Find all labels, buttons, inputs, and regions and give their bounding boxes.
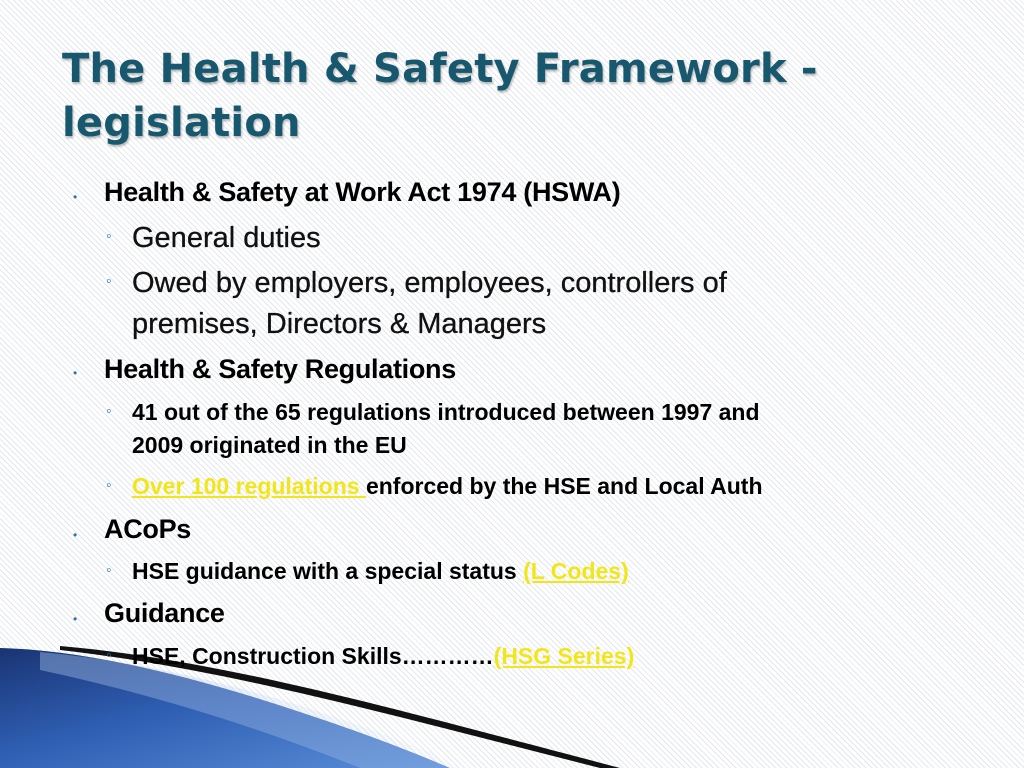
sub-bullet-marker: ◦: [106, 403, 112, 420]
sub-bullet-marker: ◦: [106, 562, 112, 579]
sub-bullet-construction-skills: [132, 643, 634, 670]
sub-bullet-marker: ◦: [106, 477, 112, 494]
bullet-marker: •: [73, 190, 78, 204]
title-line-2: legislation: [62, 100, 301, 146]
sub-bullet-marker: ◦: [106, 647, 112, 664]
sub-bullet-41-of-65-line-1: 41 out of the 65 regulations introduced between 1997 and: [132, 399, 760, 425]
sub-bullet-marker: ◦: [106, 228, 112, 245]
over-100-rest-text: enforced by the HSE and Local Auth: [365, 473, 763, 499]
bullet-hswa: Health & Safety at Work Act 1974 (HSWA): [104, 177, 621, 207]
hse-guidance-text: HSE guidance with a special status: [132, 558, 524, 584]
bullet-acops: ACoPs: [104, 514, 192, 544]
sub-bullet-owed-by-line-2: premises, Directors & Managers: [132, 308, 547, 340]
sub-bullet-marker: ◦: [106, 273, 112, 290]
slide-title: [62, 42, 962, 150]
bullet-guidance: Guidance: [104, 598, 225, 628]
sub-bullet-over-100: [132, 473, 763, 500]
over-100-regulations-link[interactable]: Over 100 regulations: [132, 473, 366, 499]
sub-bullet-general-duties: General duties: [132, 222, 321, 254]
title-line-1: The Health & Safety Framework -: [62, 46, 818, 92]
sub-bullet-hse-guidance: [132, 558, 629, 585]
l-codes-link[interactable]: (L Codes): [523, 558, 629, 584]
bullet-marker: •: [73, 612, 78, 626]
bullet-marker: •: [73, 528, 78, 542]
sub-bullet-owed-by-line-1: Owed by employers, employees, controllers of: [132, 267, 727, 299]
sub-bullet-41-of-65-line-2: 2009 originated in the EU: [132, 432, 407, 458]
bullet-marker: •: [73, 366, 78, 380]
construction-skills-text: HSE, Construction Skills…………: [132, 643, 494, 669]
hsg-series-link[interactable]: (HSG Series): [493, 643, 635, 669]
bullet-regulations: Health & Safety Regulations: [104, 354, 456, 384]
